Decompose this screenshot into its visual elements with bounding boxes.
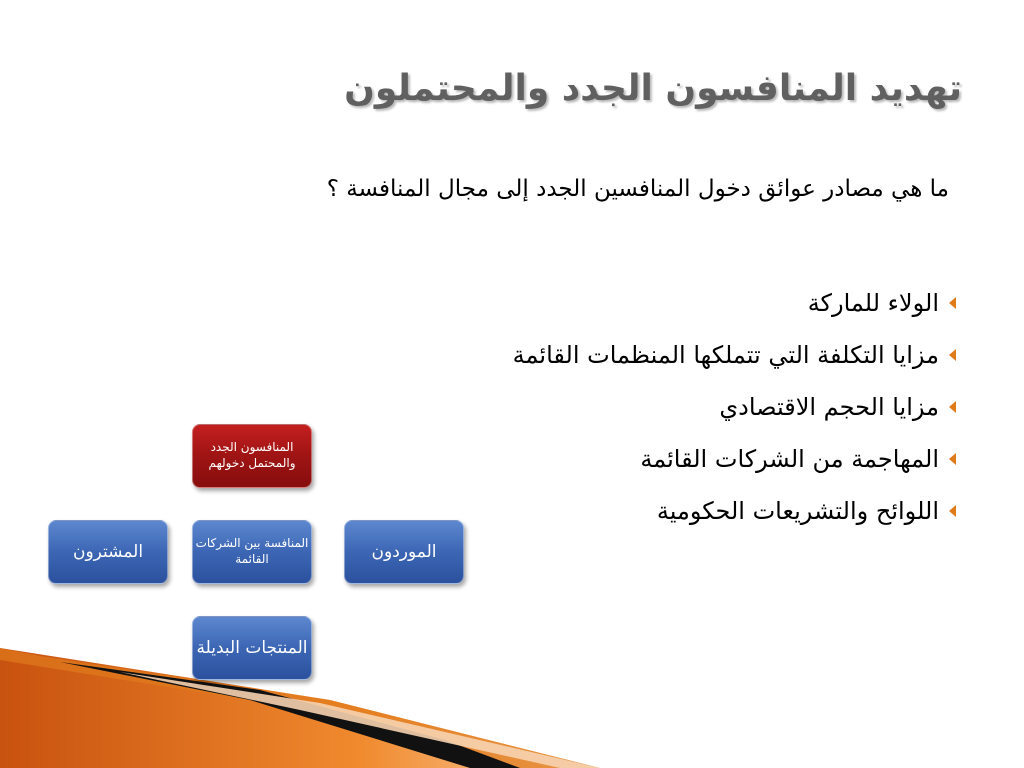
bullet-list [356, 277, 956, 537]
diagram-box-rivalry: المنافسة بين الشركات القائمة [192, 520, 312, 584]
bullet-item: مزايا التكلفة التي تتملكها المنظمات القائمة [356, 329, 956, 381]
diagram-box-buyers: المشترون [48, 520, 168, 584]
bullet-item: المهاجمة من الشركات القائمة [356, 433, 956, 485]
question-text: ما هي مصادر عوائق دخول المنافسين الجدد إلى مجال المنافسة ؟ [326, 176, 949, 202]
bullet-arrow-icon [949, 297, 956, 309]
bullet-item: اللوائح والتشريعات الحكومية [356, 485, 956, 537]
slide-title: تهديد المنافسون الجدد والمحتملون [344, 68, 962, 109]
bullet-item: مزايا الحجم الاقتصادي [356, 381, 956, 433]
bullet-arrow-icon [949, 349, 956, 361]
bullet-arrow-icon [949, 505, 956, 517]
diagram-box-substitutes: المنتجات البديلة [192, 616, 312, 680]
bullet-arrow-icon [949, 453, 956, 465]
diagram-box-suppliers: الموردون [344, 520, 464, 584]
diagram-box-new-entrants: المنافسون الجدد والمحتمل دخولهم [192, 424, 312, 488]
bullet-item: الولاء للماركة [356, 277, 956, 329]
bullet-arrow-icon [949, 401, 956, 413]
